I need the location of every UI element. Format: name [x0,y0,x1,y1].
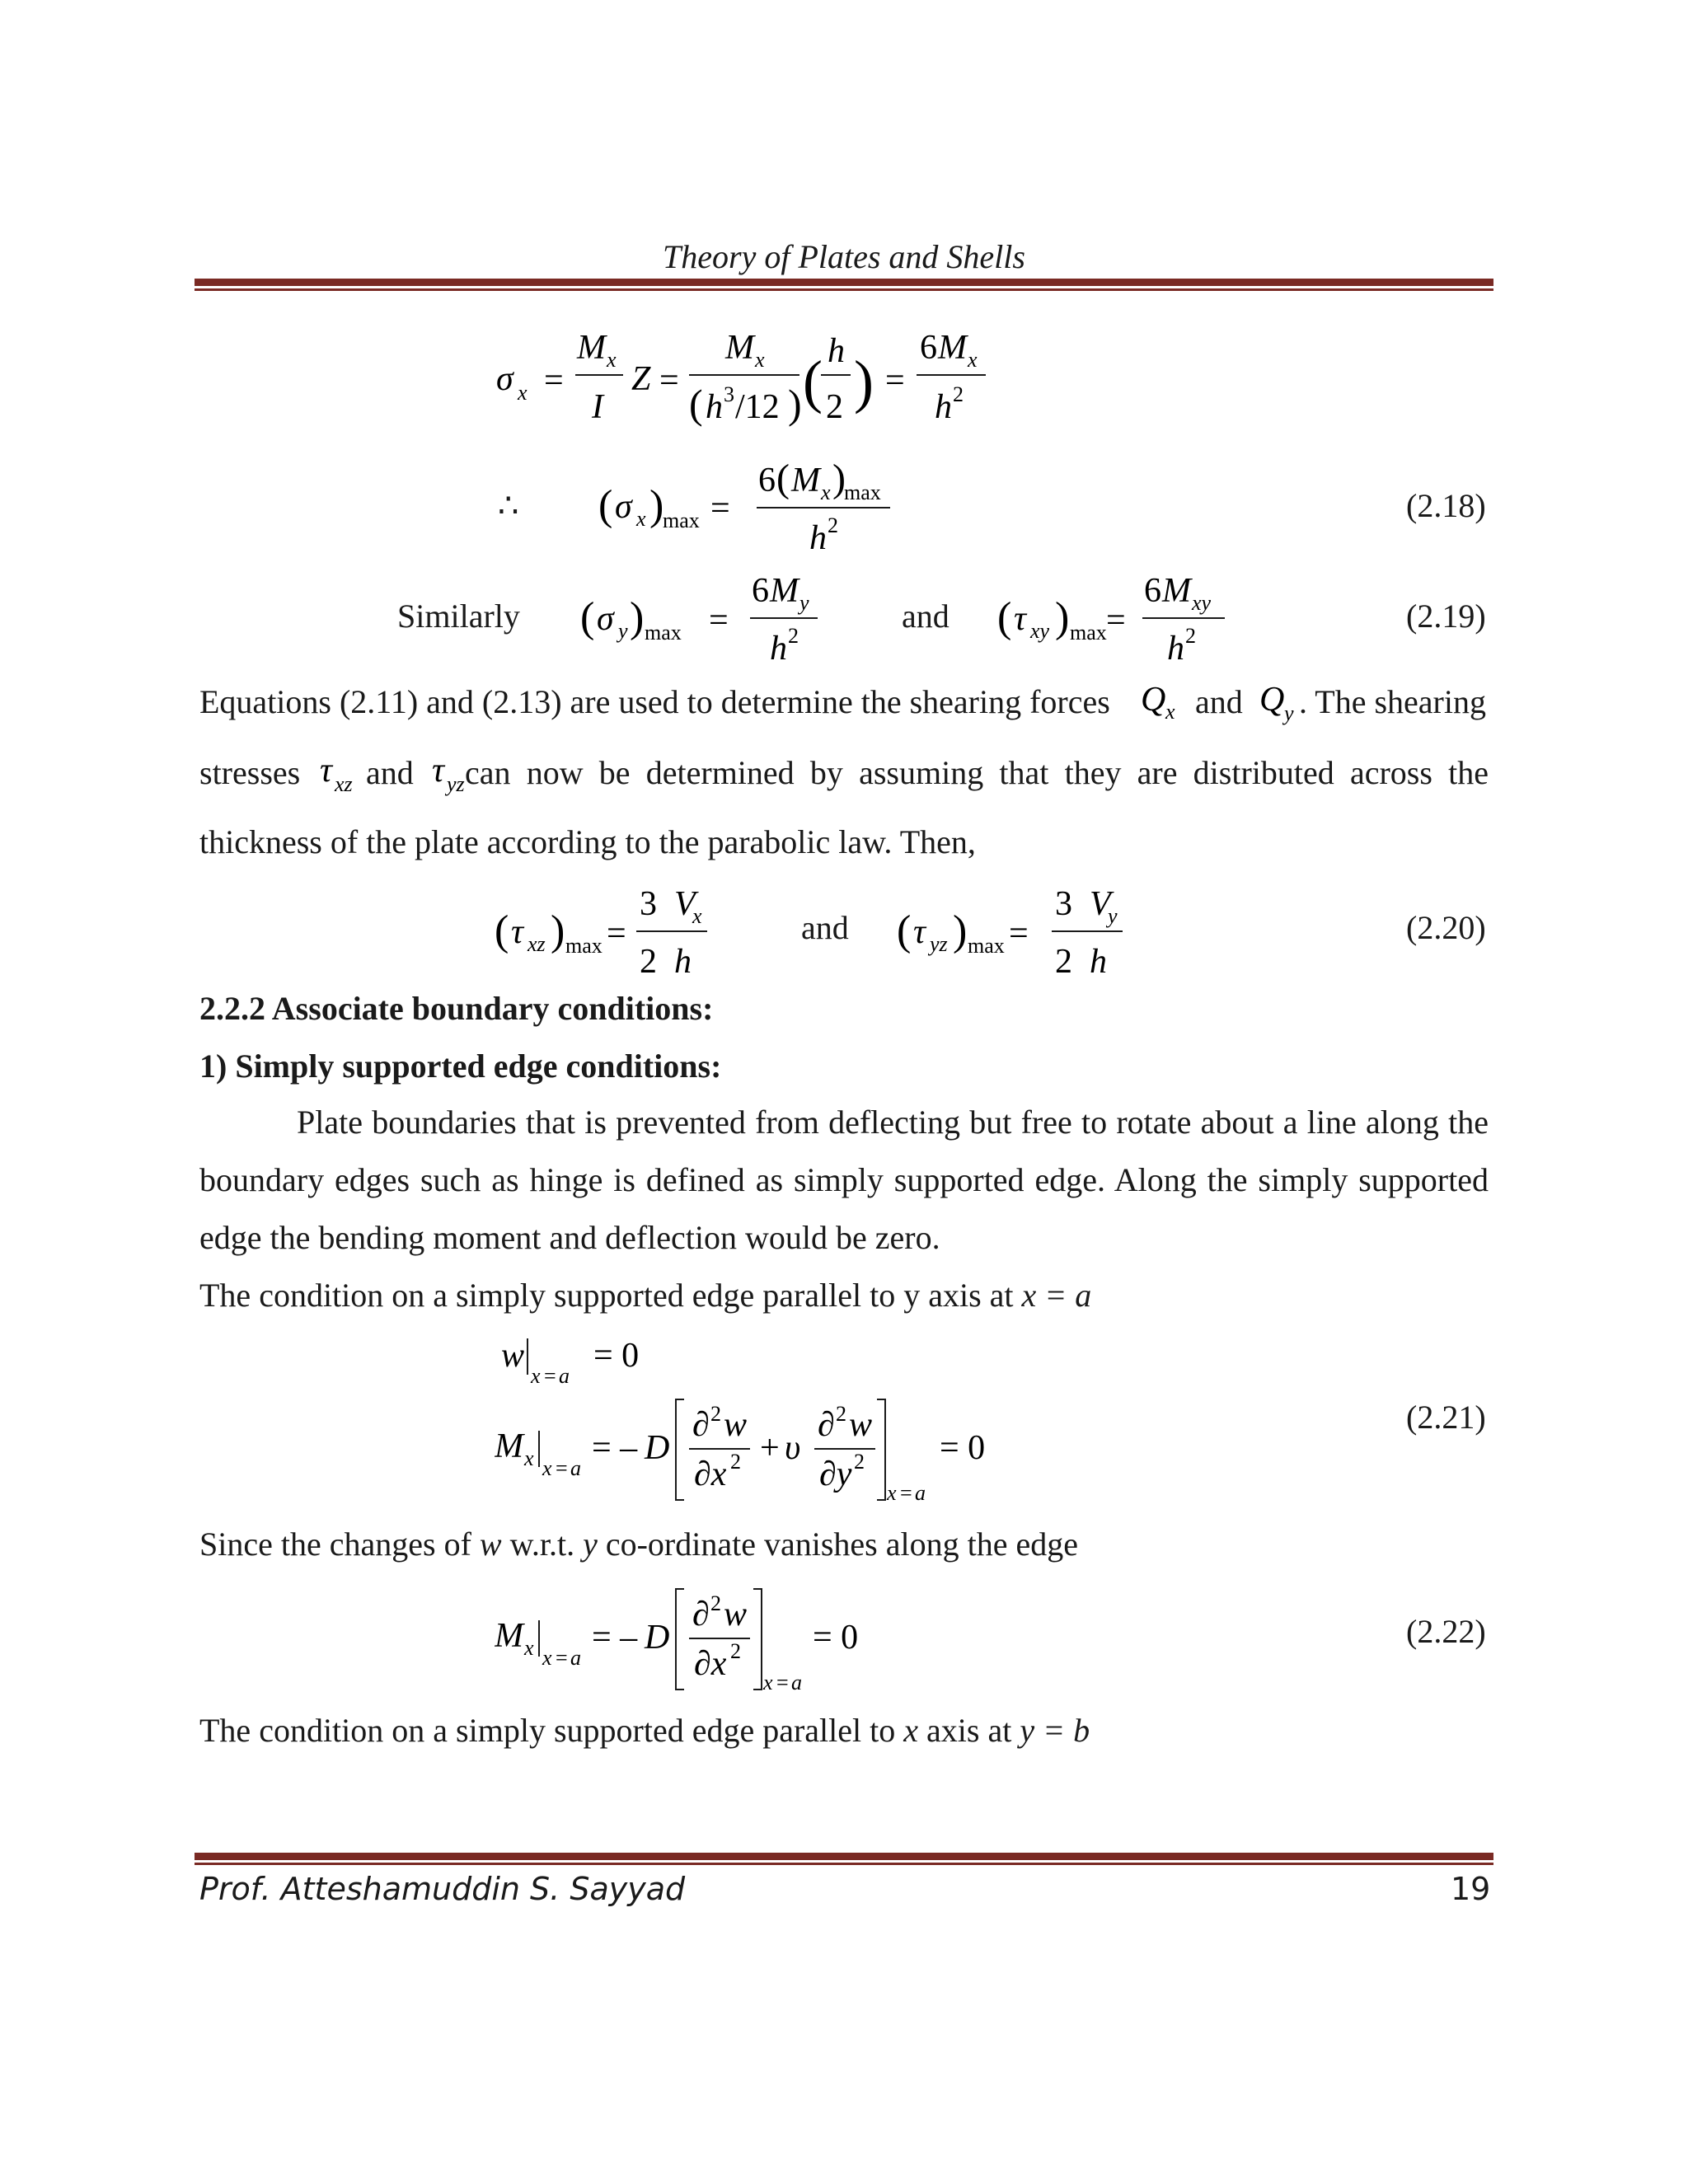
svg-text:+: + [760,1429,780,1467]
svg-text:2: 2 [1055,943,1072,981]
svg-text:= 0: = 0 [940,1429,986,1467]
svg-text:2: 2 [828,513,838,537]
running-header: Theory of Plates and Shells [663,238,1025,275]
svg-text:yz: yz [930,932,948,956]
svg-text:x: x [821,480,831,504]
footer-rule [195,1853,1493,1865]
since-label-a: Since the changes of [199,1526,471,1563]
similarly-label: Similarly [397,598,520,635]
svg-text:x: x [755,348,765,372]
and-label-2-20: and [801,909,849,946]
svg-text:y: y [799,591,809,615]
svg-text:2: 2 [788,624,799,648]
svg-text:yz: yz [447,772,465,796]
svg-text:D: D [645,1619,670,1657]
svg-text:2: 2 [953,382,964,406]
svg-text:max: max [645,621,682,644]
section-heading: 2.2.2 Associate boundary conditions: [199,990,714,1027]
svg-text:= 0: = 0 [593,1337,640,1375]
svg-text:M: M [938,329,967,367]
svg-text:x: x [524,1636,534,1660]
svg-text:a: a [570,1646,581,1670]
svg-text:M: M [725,329,754,367]
tau-xz-max-equation [491,877,722,984]
svg-text:2: 2 [710,1591,721,1615]
equation-number-2-21: (2.21) [1406,1399,1486,1436]
svg-text:2: 2 [730,1450,741,1474]
svg-text:=: = [544,1364,556,1388]
equation-number-2-18: (2.18) [1406,487,1486,524]
tau-xy-max-equation [994,564,1241,671]
svg-text:τ: τ [913,913,926,951]
svg-text:Q: Q [1141,681,1166,719]
svg-text:6: 6 [920,329,937,367]
svg-text:x: x [531,1364,541,1388]
condition-y-axis-text [199,1276,1091,1315]
header-rule [195,279,1493,291]
svg-text:∂: ∂ [818,1406,835,1444]
svg-text:(: ( [598,482,613,529]
svg-text:3: 3 [640,885,657,923]
svg-text:x: x [692,904,702,928]
paragraph-2-line-1: Plate boundaries that is prevented from deflecting but free to rotate about a line along the [297,1104,1489,1141]
svg-text:max: max [565,934,603,958]
svg-text:6: 6 [752,572,769,610]
svg-text:(: ( [897,907,912,954]
condition-x-axis-label-a: The condition on a simply supported edge parallel to [199,1712,896,1749]
svg-text:): ) [953,907,968,954]
svg-text:= –: = – [592,1429,638,1467]
svg-text:=: = [900,1481,912,1505]
svg-text:h: h [935,388,952,426]
svg-text:x: x [636,507,646,531]
svg-text:y: y [1284,701,1294,725]
svg-text:σ: σ [496,360,513,398]
equation-number-2-22: (2.22) [1406,1613,1486,1650]
paragraph-1-line-2a: stresses [199,754,301,791]
since-label-c: co-ordinate vanishes along the edge [605,1526,1078,1563]
svg-text:): ) [630,594,645,641]
footer-author: Prof. Atteshamuddin S. Sayyad [199,1871,686,1907]
svg-text:τ: τ [1014,600,1027,638]
condition-x-axis-label-b: axis at [926,1712,1012,1749]
svg-text:x: x [763,1671,773,1694]
svg-text:(: ( [689,381,703,427]
svg-text:2: 2 [730,1639,741,1663]
svg-text:=: = [885,362,905,400]
svg-text:(: ( [776,457,790,500]
svg-text:=: = [1009,915,1029,953]
svg-text:w: w [501,1337,525,1375]
svg-text:=: = [556,1646,568,1670]
simply-supported-conditions-equation [495,1324,956,1505]
since-label-b: w.r.t. [509,1526,575,1563]
svg-text:x: x [518,381,528,405]
svg-text:y: y [618,619,628,643]
svg-text:V: V [1090,885,1111,923]
svg-text:max: max [968,934,1005,958]
svg-text:/12: /12 [735,388,780,426]
svg-text:6: 6 [758,462,776,499]
condition-y-axis-math: x = a [1021,1277,1092,1314]
svg-text:υ: υ [785,1429,801,1467]
page-number: 19 [1451,1871,1491,1907]
svg-text:Q: Q [1259,681,1285,719]
sigma-x-max-equation [593,453,907,560]
svg-text:h: h [828,332,845,370]
math-tau-xz [316,748,366,801]
moment-condition-equation [495,1572,890,1696]
svg-text:x: x [542,1646,552,1670]
svg-text:2: 2 [1185,624,1196,648]
svg-text:): ) [832,457,846,500]
svg-text:∂y: ∂y [819,1455,852,1493]
svg-text:=: = [607,915,626,953]
svg-text:∂x: ∂x [694,1455,727,1493]
svg-text:τ: τ [320,752,333,790]
svg-text:M: M [495,1617,523,1655]
svg-text:x: x [542,1456,552,1480]
equals-zero-2-21 [936,1426,1002,1475]
svg-text:V: V [674,885,696,923]
equation-number-2-20: (2.20) [1406,909,1486,946]
svg-text:∂x: ∂x [694,1645,727,1683]
svg-text:x: x [968,348,978,372]
svg-text:x: x [1165,700,1175,724]
since-text [199,1525,1078,1563]
svg-text:∂: ∂ [692,1596,710,1633]
paragraph-2-line-3: edge the bending moment and deflection would be zero. [199,1219,940,1256]
svg-text:=: = [709,602,729,640]
svg-text:∂: ∂ [692,1406,710,1444]
svg-text:xy: xy [1192,591,1212,615]
svg-text:=: = [556,1456,568,1480]
therefore-symbol: ∴ [498,487,519,524]
svg-text:=: = [776,1671,789,1694]
tau-yz-max-equation [893,877,1141,984]
svg-text:= 0: = 0 [813,1619,859,1657]
svg-text:x: x [887,1481,897,1505]
svg-text:w: w [724,1406,748,1444]
svg-text:xz: xz [335,772,353,796]
svg-text:=: = [710,490,730,527]
svg-text:3: 3 [724,382,734,406]
svg-text:h: h [1167,630,1184,668]
svg-text:h: h [674,943,692,981]
svg-text:a: a [791,1671,802,1694]
paragraph-2-line-2: boundary edges such as hinge is defined as simply supported edge. Along the simply supported [199,1161,1489,1198]
svg-text:): ) [551,907,565,954]
condition-x-axis-math: y = b [1020,1712,1090,1749]
svg-text:Z: Z [631,360,651,398]
svg-text:max: max [844,480,881,504]
svg-text:h: h [706,388,723,426]
svg-text:σ: σ [597,600,614,638]
paragraph-1-line-1b: and [1195,683,1243,720]
svg-text:y: y [1108,904,1118,928]
sigma-y-max-equation [577,564,824,671]
svg-text:w: w [724,1596,748,1633]
condition-x-axis-x: x [903,1712,919,1749]
paragraph-1-line-3: thickness of the plate according to the parabolic law. Then, [199,823,976,860]
paragraph-1-line-1c: . The shearing [1299,683,1486,720]
svg-text:M: M [791,462,820,499]
sub-heading: 1) Simply supported edge conditions: [199,1047,722,1085]
condition-y-axis-label: The condition on a simply supported edge parallel to y axis at [199,1277,1014,1314]
svg-text:M: M [495,1427,523,1465]
svg-text:(: ( [580,594,595,641]
svg-text:a: a [915,1481,926,1505]
svg-text:): ) [649,482,664,529]
paragraph-1-line-2c: can now be determined by assuming that they are distributed across the [465,754,1489,791]
svg-text:M: M [770,572,799,610]
sigma-x-derivation-equation [462,326,1055,441]
svg-text:I: I [592,388,603,426]
svg-text:a: a [559,1364,570,1388]
svg-text:h: h [809,519,827,557]
svg-text:M: M [577,329,606,367]
svg-text:max: max [663,509,700,532]
svg-text:x: x [607,348,617,372]
since-w: w [479,1526,502,1563]
svg-text:2: 2 [710,1402,721,1426]
since-y: y [583,1526,598,1563]
math-qy [1256,677,1306,730]
paragraph-1-line-2b: and [366,754,414,791]
svg-text:M: M [1162,572,1191,610]
svg-text:xz: xz [528,932,546,956]
svg-text:xy: xy [1030,619,1050,643]
svg-text:h: h [1090,943,1107,981]
svg-text:τ: τ [511,913,524,951]
math-qx [1137,677,1187,727]
svg-text:= –: = – [592,1619,638,1657]
condition-x-axis-text [199,1711,1090,1750]
svg-text:w: w [849,1406,873,1444]
svg-text:6: 6 [1144,572,1161,610]
svg-text:a: a [570,1456,581,1480]
svg-text:): ) [788,381,802,427]
svg-text:2: 2 [854,1450,865,1474]
paragraph-1-line-1a: Equations (2.11) and (2.13) are used to determine the shearing forces [199,683,1110,720]
svg-text:3: 3 [1055,885,1072,923]
equation-number-2-19: (2.19) [1406,598,1486,635]
svg-text:σ: σ [615,488,632,526]
svg-text:2: 2 [836,1402,846,1426]
svg-text:x: x [524,1446,534,1470]
svg-text:h: h [770,630,787,668]
svg-text:=: = [544,362,564,400]
svg-text:2: 2 [640,943,657,981]
svg-text:D: D [645,1429,670,1467]
svg-text:τ: τ [432,752,445,790]
svg-text:): ) [1055,594,1070,641]
svg-text:): ) [854,349,874,415]
svg-text:(: ( [803,349,823,415]
svg-text:(: ( [997,594,1012,641]
svg-text:max: max [1070,621,1107,644]
svg-text:(: ( [495,907,509,954]
svg-text:=: = [659,362,679,400]
svg-text:=: = [1106,602,1126,640]
svg-text:2: 2 [826,388,843,426]
and-label-2-19: and [902,598,950,635]
